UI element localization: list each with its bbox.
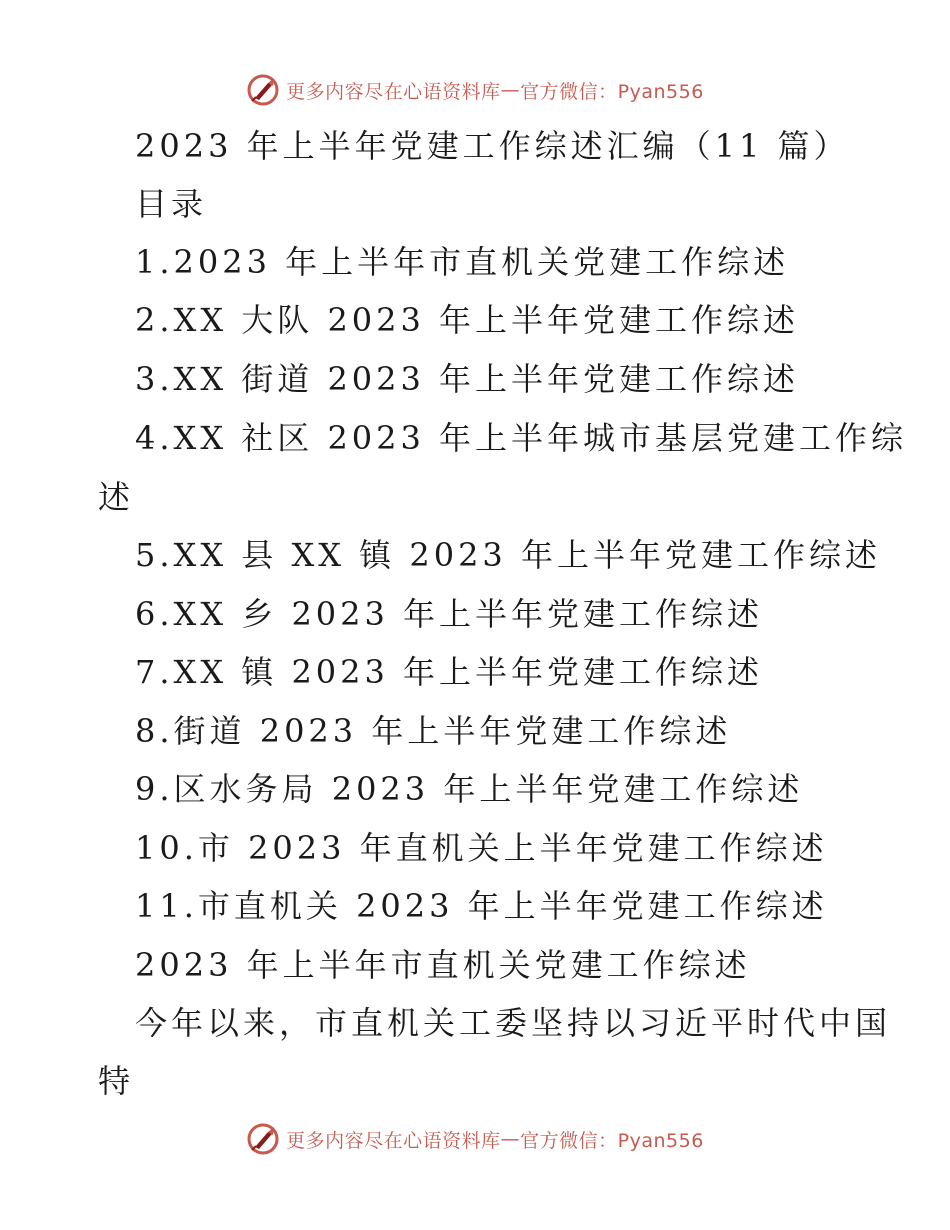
quill-pen-logo-icon — [246, 73, 280, 107]
toc-item: 8.街道 2023 年上半年党建工作综述 — [135, 712, 732, 750]
quill-pen-logo-icon — [246, 1122, 280, 1156]
toc-item: 6.XX 乡 2023 年上半年党建工作综述 — [135, 595, 764, 633]
banner-separator: — — [500, 79, 521, 101]
header-banner — [0, 70, 950, 110]
toc-heading: 目录 — [135, 185, 208, 223]
toc-item: 2.XX 大队 2023 年上半年党建工作综述 — [135, 301, 800, 339]
toc-item: 7.XX 镇 2023 年上半年党建工作综述 — [135, 653, 764, 691]
toc-item: 11.市直机关 2023 年上半年党建工作综述 — [135, 887, 828, 925]
toc-item-continuation: 述 — [98, 478, 135, 516]
body-paragraph-line: 今年以来，市直机关工委坚持以习近平时代中国 — [135, 1004, 892, 1042]
banner-contact-text: 官方微信：Pyan556 — [520, 80, 704, 103]
body-paragraph-line: 特 — [98, 1062, 135, 1100]
banner-separator: — — [500, 1128, 521, 1150]
document-title: 2023 年上半年党建工作综述汇编（11 篇） — [135, 127, 850, 165]
toc-item: 5.XX 县 XX 镇 2023 年上半年党建工作综述 — [135, 536, 881, 574]
toc-item: 4.XX 社区 2023 年上半年城市基层党建工作综 — [135, 419, 908, 457]
banner-main-text: 更多内容尽在心语资料库 — [286, 1129, 501, 1152]
toc-item: 1.2023 年上半年市直机关党建工作综述 — [135, 243, 790, 281]
section-title: 2023 年上半年市直机关党建工作综述 — [135, 946, 751, 984]
toc-item: 10.市 2023 年直机关上半年党建工作综述 — [135, 829, 828, 867]
toc-item: 3.XX 街道 2023 年上半年党建工作综述 — [135, 360, 800, 398]
footer-banner — [0, 1119, 950, 1159]
banner-main-text: 更多内容尽在心语资料库 — [286, 80, 501, 103]
banner-contact-text: 官方微信：Pyan556 — [520, 1129, 704, 1152]
toc-item: 9.区水务局 2023 年上半年党建工作综述 — [135, 770, 804, 808]
